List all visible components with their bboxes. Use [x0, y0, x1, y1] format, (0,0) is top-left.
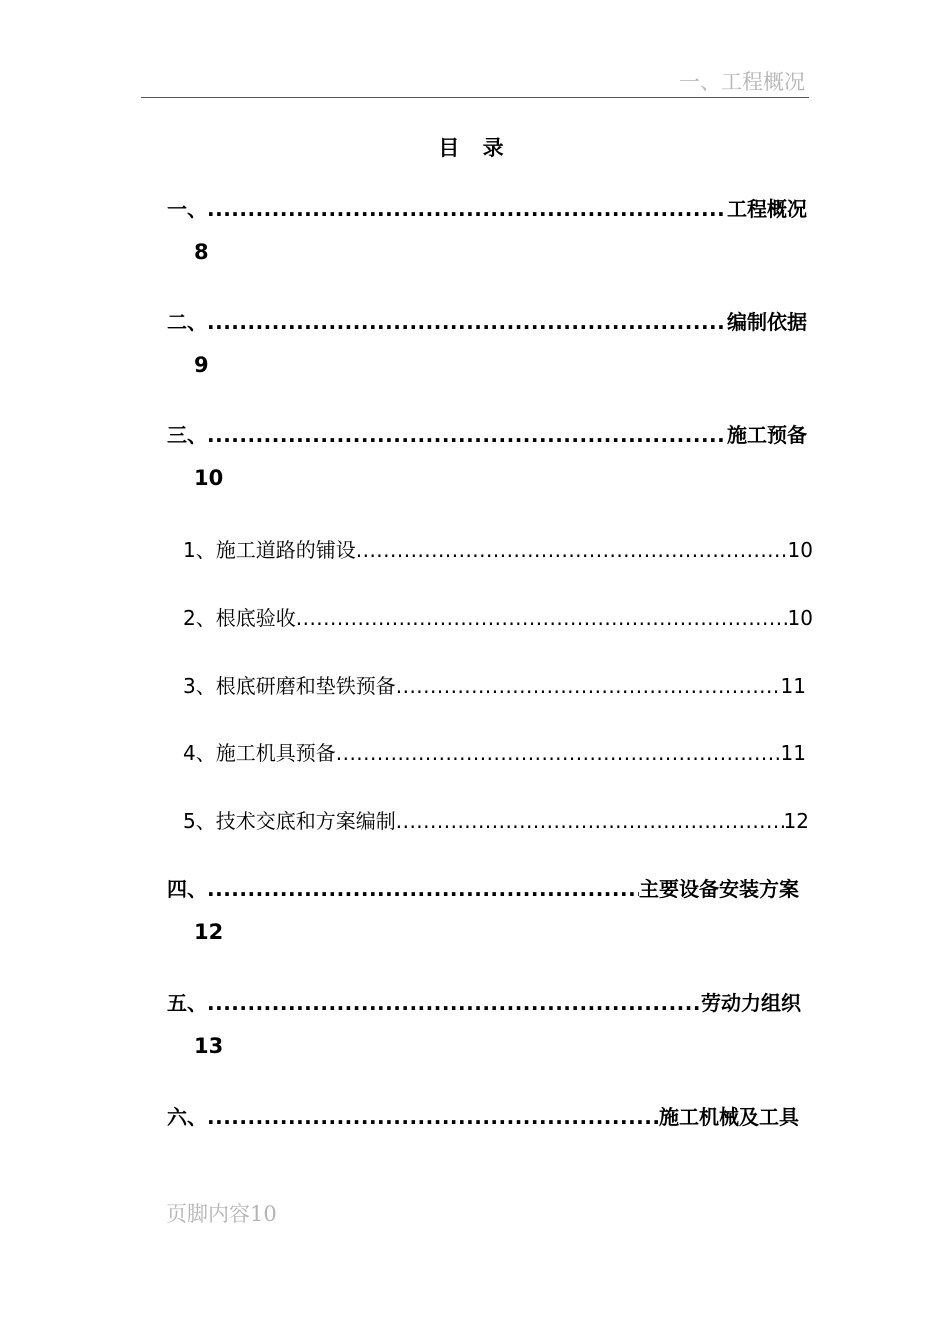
toc-entry-number: 五、	[167, 991, 207, 1015]
toc-entry-title: 根底研磨和垫铁预备	[215, 674, 396, 698]
toc-entry-number: 1、	[183, 538, 216, 562]
toc-entry-title: 编制依据	[727, 310, 807, 334]
toc-entry-number: 5、	[183, 809, 216, 833]
toc-entry-6[interactable]	[167, 1101, 799, 1131]
toc-entry-page: 12	[194, 920, 224, 944]
toc-subentry-5[interactable]	[183, 805, 809, 835]
toc-entry-title: 劳动力组织	[701, 991, 801, 1015]
toc-entry-number: 四、	[167, 877, 207, 901]
toc-leader-dots	[356, 538, 788, 562]
toc-entry-title: 技术交底和方案编制	[215, 809, 396, 833]
toc-subentry-2[interactable]	[183, 602, 813, 632]
toc-entry-page: 10	[194, 466, 224, 490]
toc-entry-title: 根底验收	[215, 606, 296, 630]
toc-entry-title: 施工预备	[727, 423, 807, 447]
toc-entry-title: 施工机具预备	[215, 741, 336, 765]
running-footer: 页脚内容10	[166, 1202, 277, 1226]
toc-entry-title: 工程概况	[727, 197, 807, 221]
toc-entry-1[interactable]	[167, 193, 807, 223]
toc-entry-title: 施工机械及工具	[659, 1105, 799, 1129]
toc-entry-3[interactable]	[167, 419, 807, 449]
toc-entry-number: 六、	[167, 1105, 207, 1129]
toc-title: 目 录	[438, 136, 512, 160]
toc-leader-dots	[207, 877, 639, 901]
toc-leader-dots	[336, 741, 781, 765]
toc-entry-page: 8	[194, 240, 209, 264]
toc-entry-title: 主要设备安装方案	[639, 877, 799, 901]
toc-entry-page: 11	[780, 741, 806, 765]
toc-leader-dots	[207, 991, 701, 1015]
toc-entry-page: 10	[787, 538, 813, 562]
toc-entry-page: 11	[780, 674, 806, 698]
toc-entry-page: 12	[783, 809, 809, 833]
toc-entry-page: 9	[194, 353, 209, 377]
toc-entry-5[interactable]	[167, 987, 801, 1017]
toc-subentry-1[interactable]	[183, 534, 813, 564]
header-divider	[141, 97, 809, 98]
running-header: 一、工程概况	[679, 70, 805, 94]
toc-leader-dots	[207, 310, 727, 334]
toc-leader-dots	[396, 809, 784, 833]
toc-entry-title: 施工道路的铺设	[215, 538, 356, 562]
toc-leader-dots	[296, 606, 788, 630]
toc-entry-number: 3、	[183, 674, 216, 698]
toc-entry-number: 二、	[167, 310, 207, 334]
toc-entry-4[interactable]	[167, 873, 799, 903]
toc-leader-dots	[207, 1105, 659, 1129]
toc-entry-number: 2、	[183, 606, 216, 630]
toc-entry-number: 三、	[167, 423, 207, 447]
toc-entry-number: 4、	[183, 741, 216, 765]
toc-entry-page: 10	[787, 606, 813, 630]
toc-entry-page: 13	[194, 1034, 224, 1058]
toc-subentry-3[interactable]	[183, 670, 806, 700]
toc-leader-dots	[207, 197, 727, 221]
toc-leader-dots	[207, 423, 727, 447]
toc-entry-2[interactable]	[167, 306, 807, 336]
toc-subentry-4[interactable]	[183, 737, 806, 767]
toc-entry-number: 一、	[167, 197, 207, 221]
toc-leader-dots	[396, 674, 781, 698]
